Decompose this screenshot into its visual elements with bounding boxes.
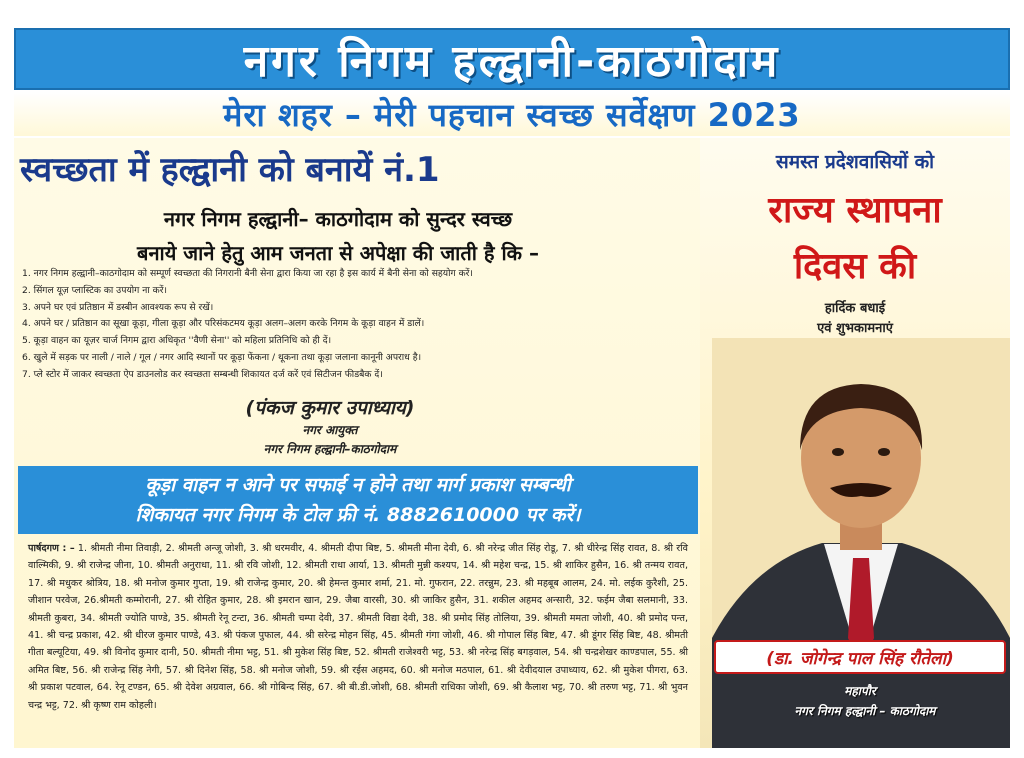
wishes-line-2: एवं शुभकामनाएं [817,321,893,336]
public-appeal [28,202,648,270]
guideline-item: 4. अपने घर / प्रतिष्ठान का सूखा कूड़ा, गीला कूड़ा और परिसंकटमय कूड़ा अलग–अलग करके निगम के कूड़ा वाहन में डालें। [22,318,425,330]
guideline-item: 3. अपने घर एवं प्रतिष्ठान में डस्बीन आवश्यक रूप से रखें। [22,301,214,313]
guideline-item: 6. खुले में सड़क पर नाली / नाले / गूल / नगर आदि स्थानों पर कूड़ा फेंकना / थूकना तथा कूड़ा जलाना कानूनी अपराध है। [22,351,422,363]
complaint-line-2: शिकायत नगर निगम के टोल फ्री नं. 8882610000 पर करें। [135,504,581,526]
councillors-list [28,540,688,714]
councillors-label: पार्षदगण : – [28,543,75,554]
foundation-day-line-2: दिवस की [793,246,917,287]
foundation-day-line-1: राज्य स्थापना [768,190,942,231]
appeal-line-1: नगर निगम हल्द्वानी– काठगोदाम को सुन्दर स्वच्छ [163,207,513,231]
complaint-line-1: कूड़ा वाहन न आने पर सफाई न होने तथा मार्ग प्रकाश सम्बन्धी [145,474,571,496]
campaign-banner: मेरा शहर – मेरी पहचान स्वच्छ सर्वेक्षण 2023 [14,92,1010,136]
greeting-line: समस्त प्रदेशवासियों को [775,151,935,173]
guidelines-list [22,266,692,384]
wishes-line-1: हार्दिक बधाई [824,301,886,316]
mayor-org: नगर निगम हल्द्वानी – काठगोदाम [794,704,936,718]
commissioner-org: नगर निगम हल्द्वानी–काठगोदाम [263,442,397,456]
commissioner-title: नगर आयुक्त [302,423,358,437]
guideline-item: 2. सिंगल यूज़ प्लास्टिक का उपयोग ना करें। [22,284,167,296]
councillors-names: 1. श्रीमती नीमा तिवाड़ी, 2. श्रीमती अन्जू जोशी, 3. श्री धरमवीर, 4. श्रीमती दीपा बिष्ट, 5. श्रीमती मीना देवी, 6. श्री नरेन्द्र जीत सिंह रोडू, 7. श्री धीरेन्द्र सिंह रावत, 8. श्री रवि वाल्मिकी, 9. श्री राजेन्द्र जीना, 10. श्रीमती अनुराधा, 11. श्री रवि जोशी, 12. श्रीमती राधा आर्या, 13. श्रीमती मुन्नी कश्यप, 14. श्री महेश चन्द्र, 15. श्री शाकिर हुसैन, 16. श्री तन्मय रावत, 17. श्री मधुकर श्रोत्रिय, 18. श्री मनोज कुमार गुप्ता, 19. श्री राजेन्द्र कुमार, 20. श्री हेमन्त कुमार शर्मा, 21. मो. गुफरान, 22. तरन्नुम, 23. श्री महबूब आलम, 24. मो. लईक कुरैशी, 25. जीशान परवेज, 26.श्रीमती कम्मोरानी, 27. श्री रोहित कुमार, 28. श्री इमरान खान, 29. जैबा वारसी, 30. श्री जाकिर हुसैन, 31. शकील अहमद अन्सारी, 32. फईम जैबा सलमानी, 33. श्रीमती कुबरा, 34. श्रीमती ज्योति पाण्डे, 35. श्रीमती रेनू टन्टा, 36. श्रीमती चम्पा देवी, 37. श्रीमती विद्या देवी, 38. श्री प्रमोद सिंह तोलिया, 39. श्रीमती ममता जोशी, 40. श्री प्रमोद पन्त, 41. श्री चन्द्र प्रकाश, 42. श्री धीरज कुमार पाण्डे, 43. श्री पंकज पुफाल, 44. श्री सरेन्द्र मोहन सिंह, 45. श्रीमती गंगा जोशी, 46. श्री गोपाल सिंह बिष्ट, 47. श्री डूंगर सिंह बिष्ट, 48. श्रीमती गीता बल्यूटिया, 49. श्री विनोद कुमार दानी, 50. श्रीमती नीमा भट्ट, 51. श्री मुकेश सिंह बिष्ट, 52. श्रीमती राजेश्वरी भट्ट, 53. श्री नरेन्द्र सिंह बगड़वाल, 54. श्री चन्द्रशेखर काण्डपाल, 55. श्री अमित बिष्ट, 56. श्री राजेन्द्र सिंह नेगी, 57. श्री दिनेश सिंह, 58. श्री मनोज जोशी, 59. श्री रईस अहमद, 60. श्री मनोज मठपाल, 61. श्री देवीदयाल उपाध्याय, 62. श्री मुकेश पीगरा, 63. श्री प्रकाश पटवाल, 64. रेनू टण्डन, 65. श्री देवेश अग्रवाल, 66. श्री गोबिन्द सिंह, 67. श्री बी.डी.जोशी, 68. श्रीमती राधिका जोशी, 69. श्री कैलाश भट्ट, 70. श्री तरुण भट्ट, 71. श्री भुवन चन्द्र भट्ट, 72. श्री कृष्ण राम कोहली। [28,543,688,711]
mayor-name: (डा. जोगेन्द्र पाल सिंह रौतेला) [714,640,1006,674]
complaint-helpline-banner [18,466,698,534]
mayor-title: महापौर [844,684,876,698]
appeal-line-2: बनाये जाने हेतु आम जनता से अपेक्षा की जाती है कि – [137,241,539,265]
commissioner-name: (पंकज कुमार उपाध्याय) [245,397,415,419]
org-title-banner: नगर निगम हल्द्वानी-काठगोदाम [14,28,1010,90]
cleanliness-headline: स्वच्छता में हल्द्वानी को बनायें नं.1 [20,150,440,190]
guideline-item: 5. कूड़ा वाहन का यूज़र चार्ज निगम द्वारा अधिकृत ''वैणी सेना'' को महिला प्रतिनिधि को ही दें। [22,335,332,347]
guideline-item: 7. प्ले स्टोर में जाकर स्वच्छता ऐप डाउनलोड कर स्वच्छता सम्बन्धी शिकायत दर्ज करें एवं सिटीजन फीडबैक दें। [22,368,383,380]
guideline-item: 1. नगर निगम हल्द्वानी–काठगोदाम को सम्पूर्ण स्वच्छता की निगरानी बैनी सेना द्वारा किया जा रहा है इस कार्य में बैनी सेना को सहयोग करें। [22,268,473,279]
